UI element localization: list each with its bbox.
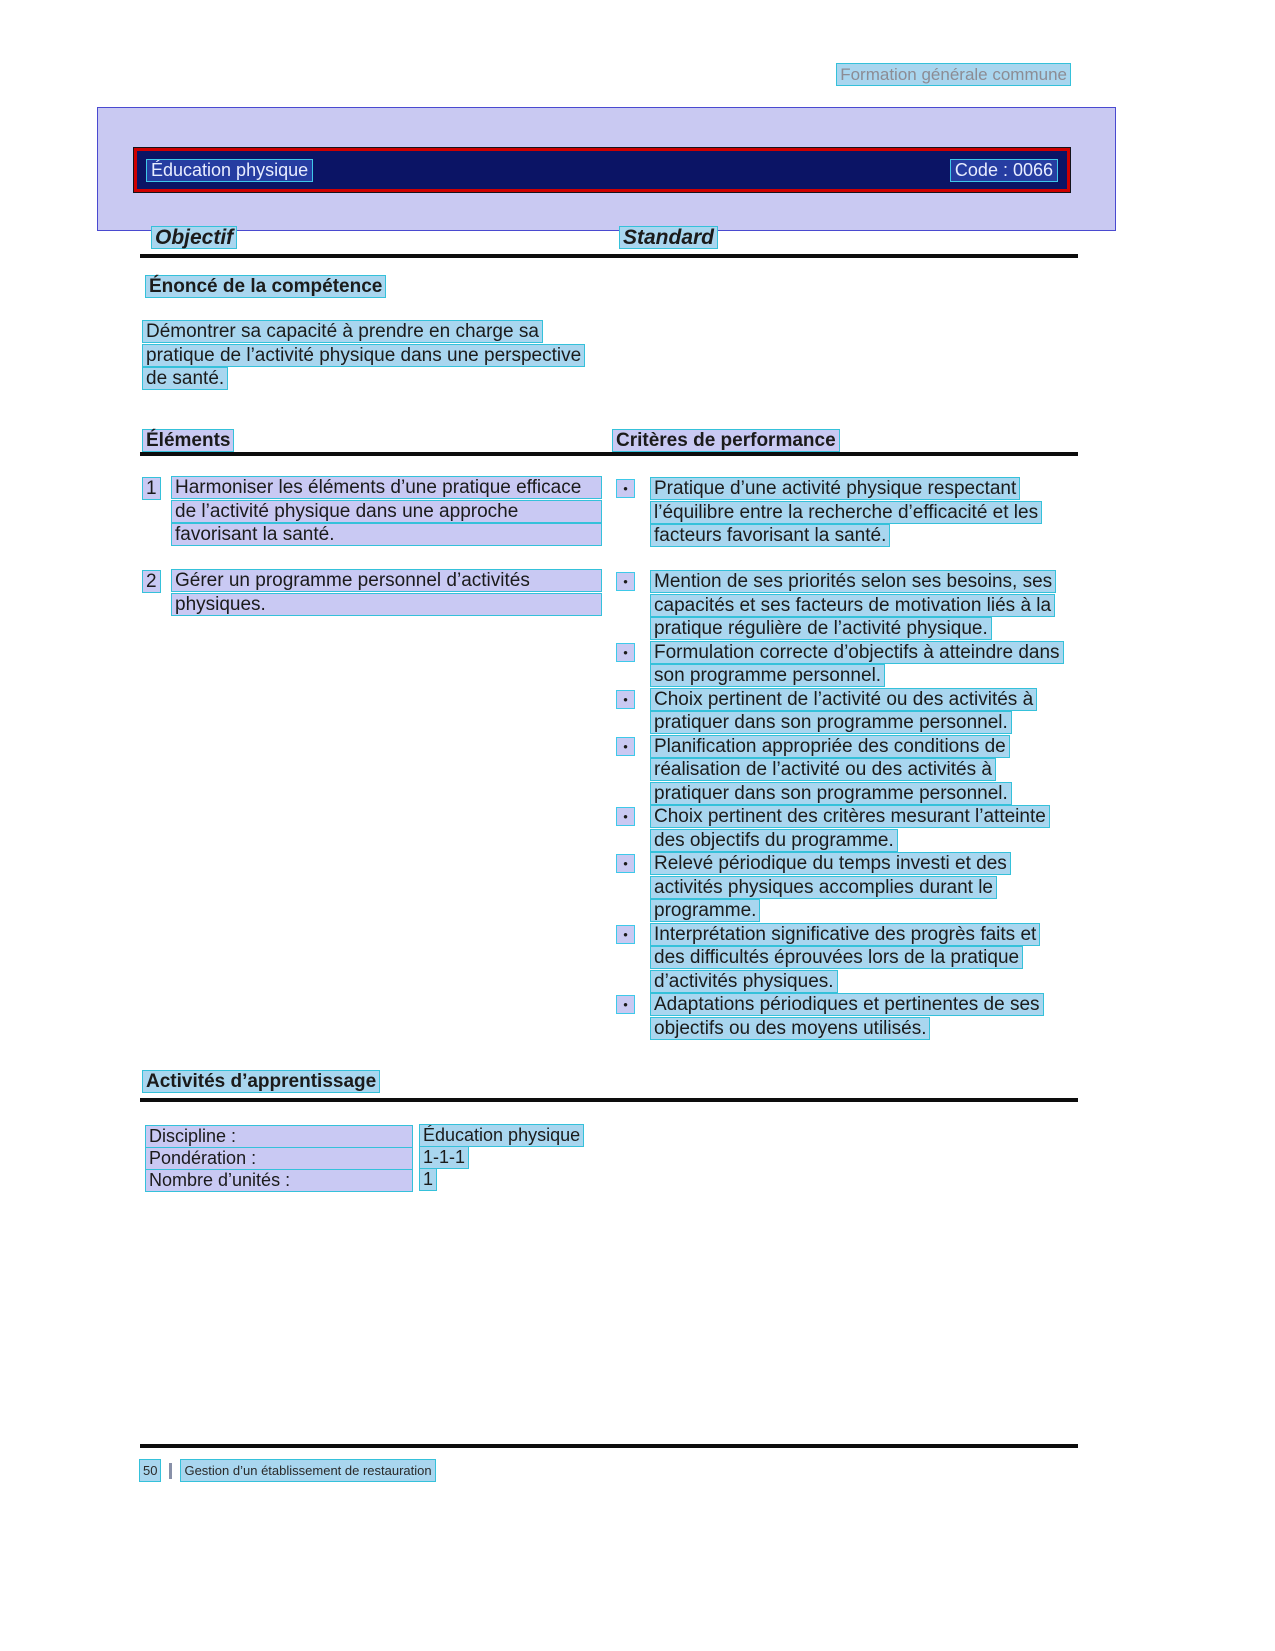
divider-activities — [140, 1098, 1078, 1102]
criteria-item — [617, 805, 1073, 852]
activities-table — [146, 1125, 1078, 1191]
criteria-item — [617, 993, 1073, 1040]
row-value: 1 — [420, 1169, 436, 1190]
row-value: Éducation physique — [420, 1125, 583, 1146]
criteria-group — [617, 477, 1073, 548]
enonce-body — [143, 320, 643, 391]
row-value: 1-1-1 — [420, 1147, 468, 1168]
criteria-line: activités physiques accomplies durant le — [651, 877, 996, 898]
criteria-group — [617, 570, 1073, 1040]
element-line: Harmoniser les éléments d’une pratique efficace — [172, 477, 601, 498]
criteria-line: objectifs ou des moyens utilisés. — [651, 1018, 929, 1039]
bullet-icon: • — [617, 480, 634, 497]
element-item — [143, 570, 601, 617]
criteria-line: Adaptations périodiques et pertinentes de ses — [651, 994, 1043, 1015]
footer-separator — [169, 1463, 172, 1479]
criteria-line: pratique régulière de l’activité physique. — [651, 618, 991, 639]
bullet-icon: • — [617, 691, 634, 708]
bullet-icon: • — [617, 738, 634, 755]
title-box — [97, 107, 1116, 231]
criteria-line: Pratique d’une activité physique respectant — [651, 478, 1019, 499]
criteria-line: Formulation correcte d’objectifs à atteindre dans — [651, 642, 1063, 663]
criteria-line: Choix pertinent des critères mesurant l’atteinte — [651, 806, 1049, 827]
criteria-item — [617, 570, 1073, 641]
criteria-line: Relevé périodique du temps investi et des — [651, 853, 1010, 874]
enonce-heading: Énoncé de la compétence — [146, 276, 385, 297]
criteria-item — [617, 923, 1073, 994]
criteria-line: son programme personnel. — [651, 665, 884, 686]
bullet-icon: • — [617, 926, 634, 943]
page-footer — [140, 1460, 435, 1481]
criteria-line: l’équilibre entre la recherche d’efficacité et les — [651, 502, 1041, 523]
enonce-line: pratique de l’activité physique dans une perspective — [143, 345, 584, 366]
criteria-header: Critères de performance — [613, 430, 839, 451]
standard-heading: Standard — [620, 227, 717, 248]
criteria-item — [617, 477, 1073, 548]
table-row — [146, 1147, 1078, 1169]
program-name: Gestion d’un établissement de restauration — [181, 1460, 434, 1481]
criteria-line: pratiquer dans son programme personnel. — [651, 783, 1011, 804]
criteria-line: capacités et ses facteurs de motivation liés à la — [651, 595, 1054, 616]
bullet-icon: • — [617, 855, 634, 872]
element-number: 2 — [143, 571, 160, 592]
element-line: favorisant la santé. — [172, 524, 601, 545]
bullet-icon: • — [617, 996, 634, 1013]
divider-objectif — [140, 254, 1078, 258]
course-code: Code : 0066 — [951, 160, 1057, 181]
element-line: Gérer un programme personnel d’activités — [172, 570, 601, 591]
criteria-item — [617, 735, 1073, 806]
divider-footer — [140, 1444, 1078, 1448]
criteria-item — [617, 641, 1073, 688]
element-number: 1 — [143, 478, 160, 499]
enonce-line: Démontrer sa capacité à prendre en charge sa — [143, 321, 542, 342]
bullet-icon: • — [617, 573, 634, 590]
row-label: Pondération : — [146, 1148, 412, 1169]
criteria-line: pratiquer dans son programme personnel. — [651, 712, 1011, 733]
objectif-heading: Objectif — [152, 227, 236, 248]
bullet-icon: • — [617, 644, 634, 661]
row-label: Nombre d’unités : — [146, 1170, 412, 1191]
criteria-line: facteurs favorisant la santé. — [651, 525, 889, 546]
criteria-line: programme. — [651, 900, 759, 921]
collection-label: Formation générale commune — [837, 64, 1070, 85]
activities-heading: Activités d’apprentissage — [143, 1071, 379, 1092]
criteria-item — [617, 688, 1073, 735]
criteria-line: Interprétation significative des progrès faits et — [651, 924, 1039, 945]
elements-header: Éléments — [143, 430, 233, 451]
criteria-line: Choix pertinent de l’activité ou des activités à — [651, 689, 1036, 710]
criteria-item — [617, 852, 1073, 923]
element-line: de l’activité physique dans une approche — [172, 501, 601, 522]
criteria-line: réalisation de l’activité ou des activités à — [651, 759, 995, 780]
course-title-bar — [134, 148, 1070, 192]
criteria-line: des objectifs du programme. — [651, 830, 897, 851]
enonce-line: de santé. — [143, 368, 227, 389]
table-row — [146, 1125, 1078, 1147]
element-item — [143, 477, 601, 548]
divider-elements — [140, 452, 1078, 456]
criteria-line: d’activités physiques. — [651, 971, 837, 992]
criteria-line: des difficultés éprouvées lors de la pratique — [651, 947, 1022, 968]
criteria-line: Mention de ses priorités selon ses besoins, ses — [651, 571, 1055, 592]
page-number: 50 — [140, 1460, 160, 1481]
element-line: physiques. — [172, 594, 601, 615]
table-row — [146, 1169, 1078, 1191]
row-label: Discipline : — [146, 1126, 412, 1147]
criteria-line: Planification appropriée des conditions de — [651, 736, 1009, 757]
course-title: Éducation physique — [147, 160, 312, 181]
bullet-icon: • — [617, 808, 634, 825]
